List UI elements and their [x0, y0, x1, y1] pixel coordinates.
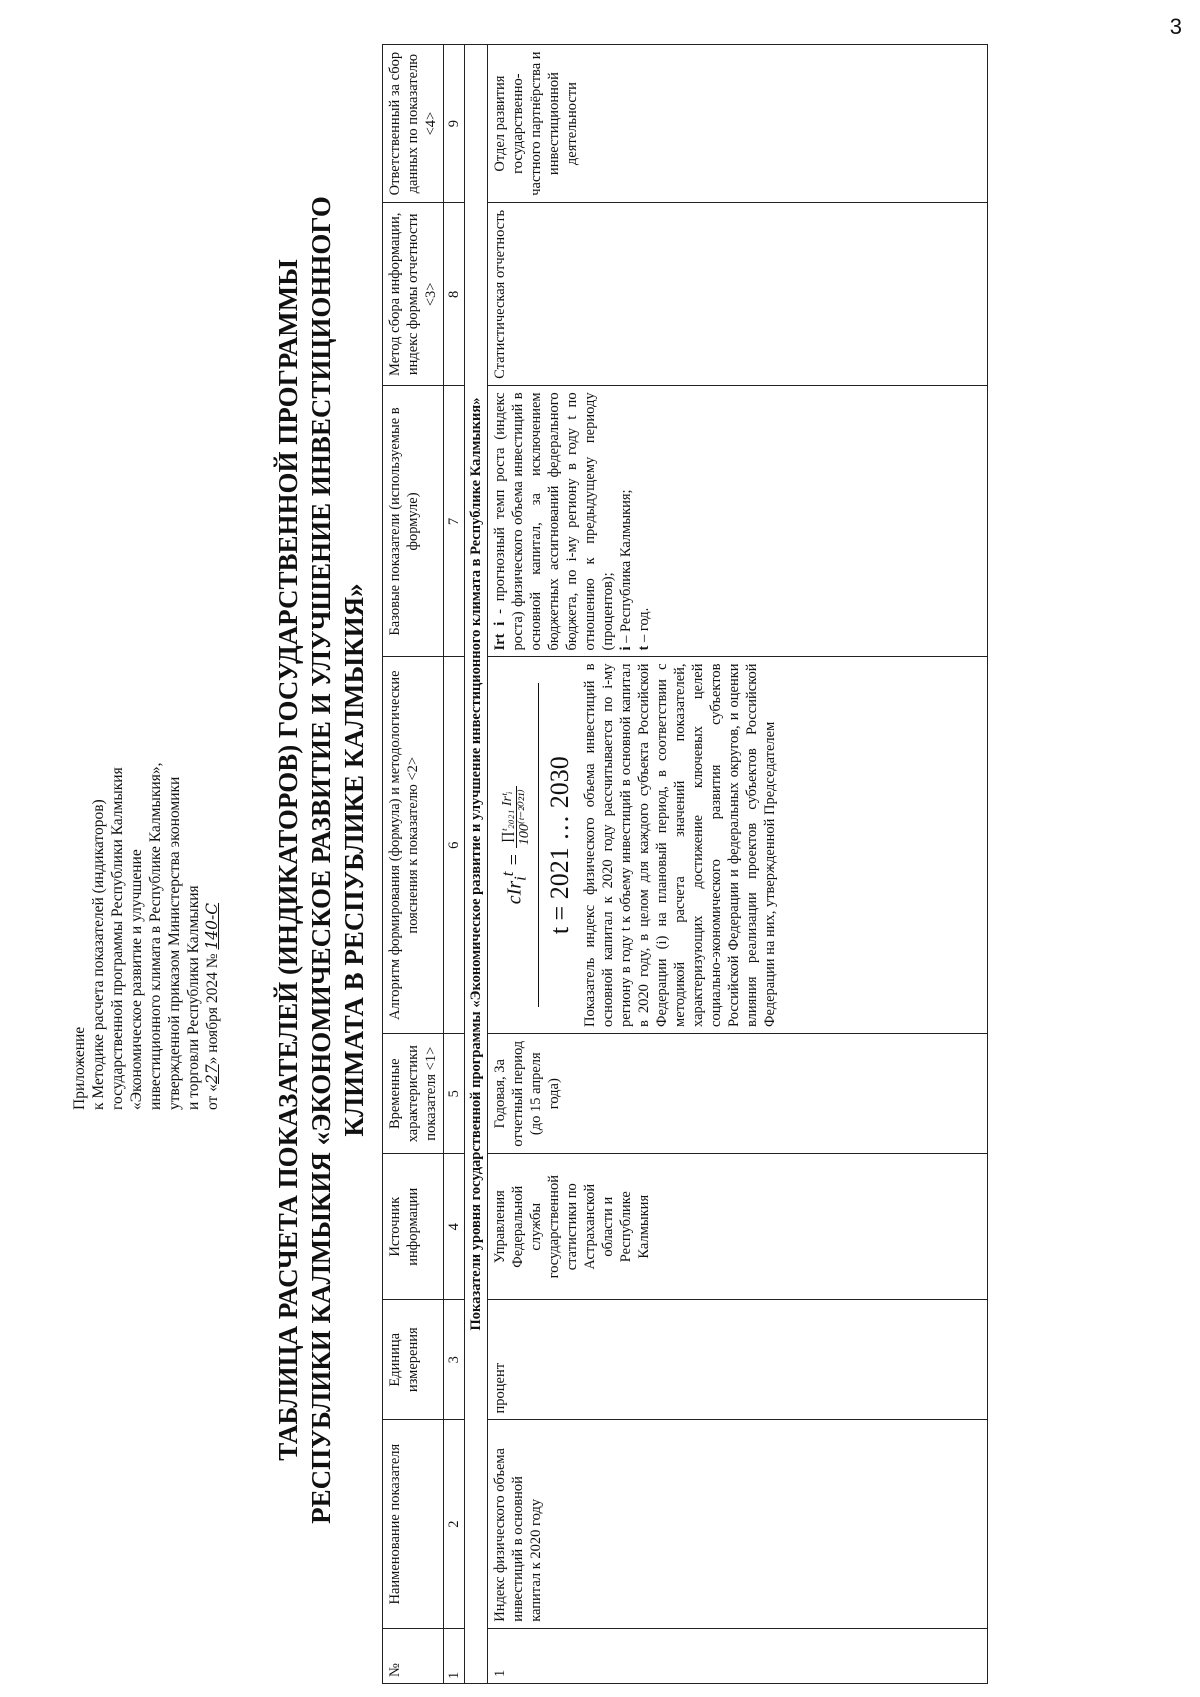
base-t-text: – год.: [636, 607, 652, 646]
column-number: 7: [444, 386, 465, 657]
date-day-handwritten: 27: [203, 1064, 221, 1085]
header-cell: №: [383, 1628, 444, 1683]
header-cell: Ответственный за сбор данных по показателю <4>: [383, 45, 444, 203]
table-header-row: [383, 45, 444, 1684]
date-prefix: от «: [204, 1084, 221, 1110]
header-cell: Источник информации: [383, 1154, 444, 1300]
info-source: Управления Федеральной службы государственной статистики по Астраханской области и Республике Калмыкия: [488, 1154, 988, 1300]
base-i-text: – Республика Калмыкия;: [618, 489, 634, 647]
base-indicators-cell: [488, 386, 988, 657]
base-i-term: i: [618, 646, 634, 651]
appendix-header: [70, 390, 222, 1110]
base-term: Irt i: [492, 621, 508, 651]
title-line: КЛИМАТА В РЕСПУБЛИКЕ КАЛМЫКИЯ»: [339, 583, 369, 1137]
section-title: Показатели уровня государственной программы «Экономическое развитие и улучшение инвестиционного климата в Республике Калмыкия»: [465, 45, 488, 1684]
appendix-line: к Методике расчета показателей (индикаторов): [90, 799, 107, 1110]
column-number: 4: [444, 1154, 465, 1300]
formula-range: t = 2021 … 2030: [538, 683, 581, 1006]
date-mid: » ноября 2024 №: [204, 953, 221, 1065]
column-number: 2: [444, 1420, 465, 1628]
collection-method: Статистическая отчетность: [488, 203, 988, 386]
header-cell: Алгоритм формирования (формула) и методологические пояснения к показателю <2>: [383, 657, 444, 1033]
column-number-row: [444, 45, 465, 1684]
formula: cIr$_i^t$ = ∏ᵗ₂₀₂₁ Irᵗᵢ 100⁽ᵗ⁻²⁰²¹⁾: [491, 663, 538, 1026]
formula-denominator: 100⁽ᵗ⁻²⁰²¹⁾: [516, 789, 532, 846]
rotated-page-content: [40, 30, 1170, 1690]
page-number: 3: [1169, 14, 1182, 39]
responsible-unit: Отдел развития государственно-частного партнёрства и инвестиционной деятельности: [488, 45, 988, 203]
header-cell: Единица измерения: [383, 1300, 444, 1420]
base-t-term: t: [636, 645, 652, 651]
header-cell: Базовые показатели (используемые в формуле): [383, 386, 444, 657]
column-number: 1: [444, 1628, 465, 1683]
title-line: РЕСПУБЛИКИ КАЛМЫКИЯ «ЭКОНОМИЧЕСКОЕ РАЗВИТИЕ И УЛУЧШЕНИЕ ИНВЕСТИЦИОННОГО: [306, 196, 336, 1524]
title-line: ТАБЛИЦА РАСЧЕТА ПОКАЗАТЕЛЕЙ (ИНДИКАТОРОВ) ГОСУДАРСТВЕННОЙ ПРОГРАММЫ: [273, 259, 303, 1461]
formula-numerator: ∏ᵗ₂₀₂₁ Irᵗᵢ: [500, 786, 517, 848]
algorithm-cell: [488, 657, 988, 1033]
column-number: 8: [444, 203, 465, 386]
header-cell: Наименование показателя: [383, 1420, 444, 1628]
time-characteristics: Годовая, За отчетный период (до 15 апреля года): [488, 1033, 988, 1153]
column-number: 6: [444, 657, 465, 1033]
formula-fraction: [500, 786, 533, 848]
appendix-line: Приложение: [71, 1026, 88, 1110]
algorithm-text: Показатель индекс физического объема инвестиций в основной капитал к 2020 году рассчитывается по i-му региону в году t к объему инвестиций в основной капитал в 2020 году, в целом для каждого субъекта Российской Федерации (i) на плановый период, в соответствии с методикой расчета значений показателей, характеризующих достижение ключевых целей социально-экономического развития субъектов Российской Федерации и федеральных округов, и оценки влияния реализации проектов субъектов Российской Федерации на них, утвержденной Председателем: [581, 663, 778, 1027]
column-number: 5: [444, 1033, 465, 1153]
appendix-line: инвестиционного климата в Республике Калмыкия»,: [147, 762, 164, 1110]
table-row: [488, 45, 988, 1684]
appendix-line: «Экономическое развитие и улучшение: [128, 849, 145, 1110]
header-cell: Метод сбора информации, индекс формы отчетности <3>: [383, 203, 444, 386]
appendix-line: и торговли Республики Калмыкия: [185, 885, 202, 1110]
indicator-name: Индекс физического объема инвестиций в основной капитал к 2020 году: [488, 1420, 988, 1628]
section-row: [465, 45, 488, 1684]
document-title: [272, 130, 371, 1590]
header-cell: Временные характеристики показателя <1>: [383, 1033, 444, 1153]
appendix-date-line: [203, 390, 222, 1110]
formula-lhs: cIr: [503, 880, 526, 905]
appendix-line: утвержденной приказом Министерства экономики: [166, 776, 183, 1110]
appendix-line: государственной программы Республики Калмыкия: [109, 767, 126, 1110]
order-number-handwritten: 140-С: [203, 902, 221, 950]
base-text: - прогнозный темп роста (индекс роста) физического объема инвестиций в основной капитал, за исключением бюджетных ассигнований федерального бюджета, по i-му региону в году t по отношению к предыдущему периоду (процентов);: [492, 392, 616, 651]
column-number: 9: [444, 45, 465, 203]
indicators-table: [382, 44, 988, 1684]
unit: процент: [488, 1300, 988, 1420]
column-number: 3: [444, 1300, 465, 1420]
row-number: 1: [488, 1628, 988, 1683]
